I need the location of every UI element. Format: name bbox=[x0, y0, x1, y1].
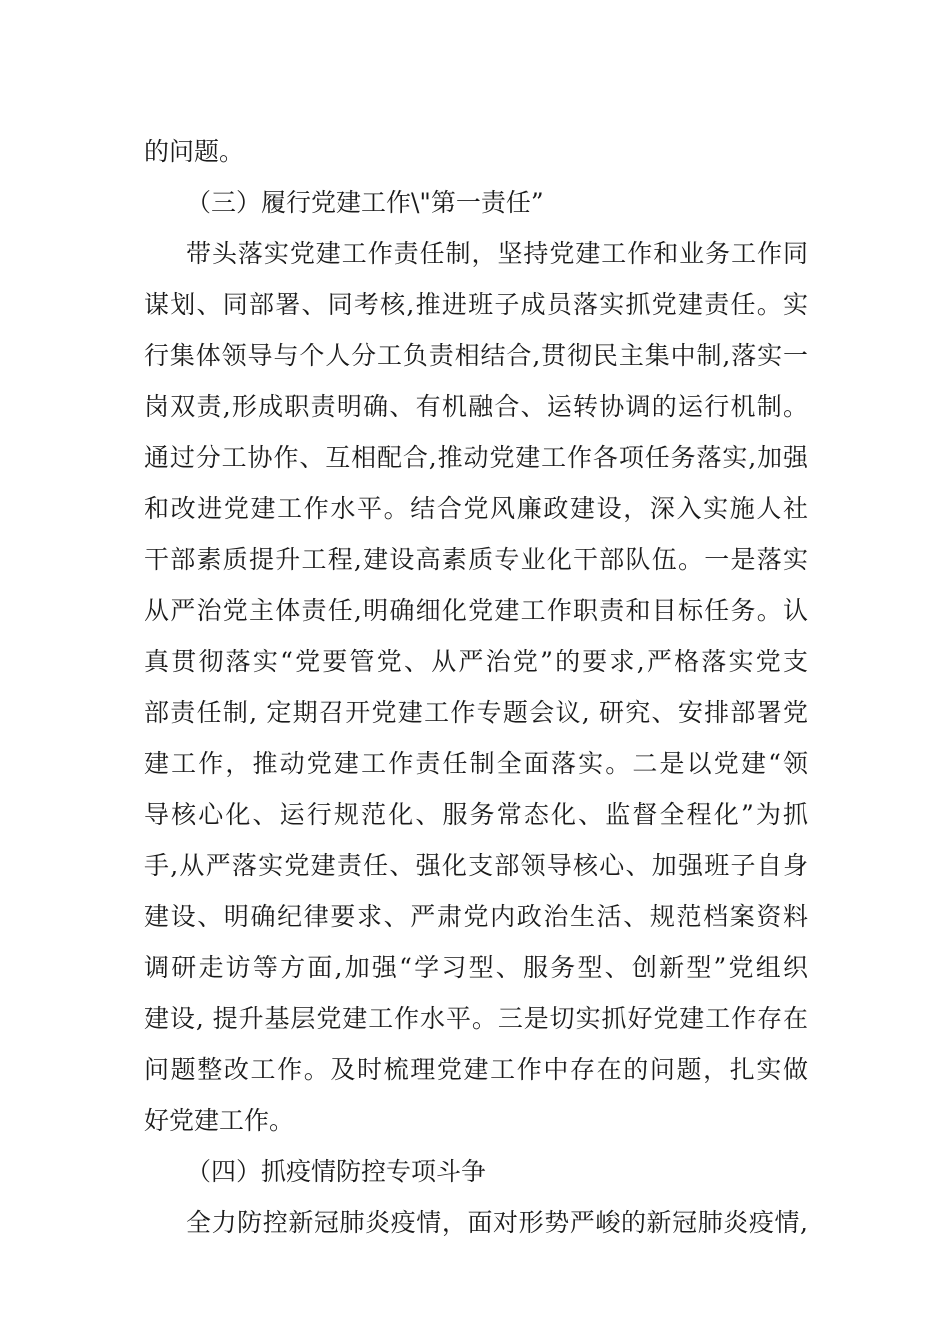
text-line: 干部素质提升工程,建设高素质专业化干部队伍。一是落实 bbox=[144, 545, 808, 574]
section-heading: （四）抓疫情防控专项斗争 bbox=[186, 1157, 487, 1186]
text-line: 真贯彻落实“党要管党、从严治党”的要求,严格落实党支 bbox=[144, 647, 808, 676]
text-line: 通过分工协作、互相配合,推动党建工作各项任务落实,加强 bbox=[144, 443, 808, 472]
text-line: 谋划、同部署、同考核,推进班子成员落实抓党建责任。实 bbox=[144, 290, 808, 319]
text-line: 好党建工作。 bbox=[144, 1106, 295, 1135]
text-line: 手,从严落实党建责任、强化支部领导核心、加强班子自身 bbox=[144, 851, 808, 880]
text-line: 问题整改工作。及时梳理党建工作中存在的问题，扎实做 bbox=[144, 1055, 808, 1084]
text-line: 带头落实党建工作责任制，坚持党建工作和业务工作同 bbox=[186, 239, 808, 268]
text-line: 的问题。 bbox=[144, 137, 245, 166]
text-line: 从严治党主体责任,明确细化党建工作职责和目标任务。认 bbox=[144, 596, 808, 625]
text-line: 建设, 提升基层党建工作水平。三是切实抓好党建工作存在 bbox=[144, 1004, 808, 1033]
text-line: 部责任制, 定期召开党建工作专题会议, 研究、安排部署党 bbox=[144, 698, 808, 727]
text-line: 建设、明确纪律要求、严肃党内政治生活、规范档案资料 bbox=[144, 902, 808, 931]
text-line: 和改进党建工作水平。结合党风廉政建设，深入实施人社 bbox=[144, 494, 808, 523]
text-line: 导核心化、运行规范化、服务常态化、监督全程化”为抓 bbox=[144, 800, 808, 829]
text-line: 行集体领导与个人分工负责相结合,贯彻民主集中制,落实一 bbox=[144, 341, 808, 370]
text-line: 调研走访等方面,加强“学习型、服务型、创新型”党组织 bbox=[144, 953, 808, 982]
text-line: 岗双责,形成职责明确、有机融合、运转协调的运行机制。 bbox=[144, 392, 808, 421]
section-heading: （三）履行党建工作\"第一责任” bbox=[186, 188, 544, 217]
text-line: 全力防控新冠肺炎疫情，面对形势严峻的新冠肺炎疫情, bbox=[186, 1208, 808, 1237]
text-line: 建工作，推动党建工作责任制全面落实。二是以党建“领 bbox=[144, 749, 808, 778]
document-page bbox=[144, 126, 808, 1248]
